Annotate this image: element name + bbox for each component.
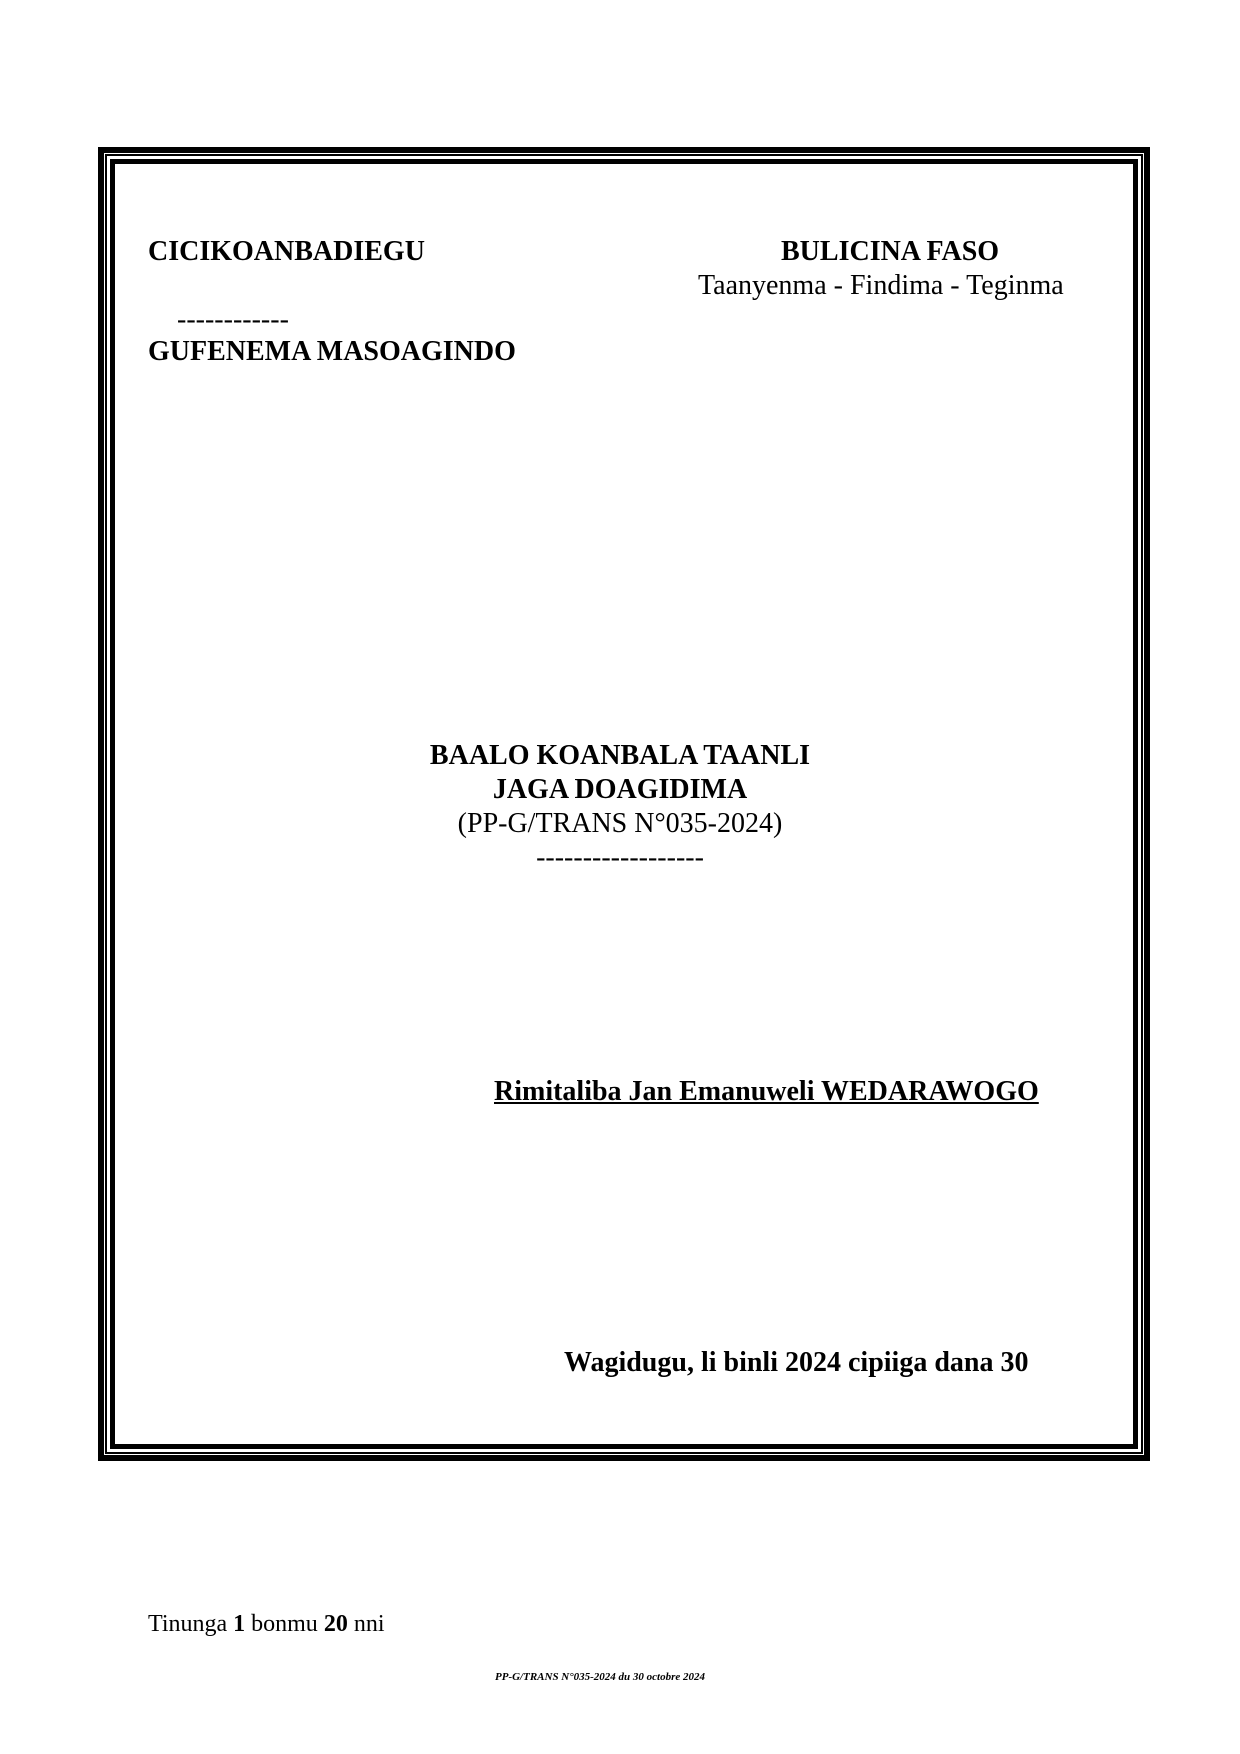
document-title-line-1: BAALO KOANBALA TAANLI [429, 740, 811, 771]
national-motto: Taanyenma - Findima - Teginma [698, 270, 1064, 301]
document-title-line-2: JAGA DOAGIDIMA [492, 774, 748, 805]
page-number-current: 1 [233, 1611, 246, 1637]
page-number-total: 20 [323, 1611, 348, 1637]
page-number [148, 1612, 384, 1636]
authority-name: GUFENEMA MASOAGINDO [148, 336, 516, 367]
place-and-date: Wagidugu, li binli 2024 cipiiga dana 30 [564, 1347, 1029, 1378]
page-number-prefix: Tinunga [148, 1611, 234, 1637]
page-number-suffix: nni [347, 1611, 385, 1637]
document-reference: (PP-G/TRANS N°035-2024) [457, 808, 783, 839]
institution-name: CICIKOANBADIEGU [148, 236, 425, 267]
page-number-middle: bonmu [245, 1611, 324, 1637]
country-name: BULICINA FASO [781, 236, 1000, 267]
title-separator: ------------------ [536, 842, 704, 873]
footer-reference: PP-G/TRANS N°035-2024 du 30 octobre 2024 [495, 1671, 706, 1683]
header-separator: ------------ [177, 304, 289, 335]
signatory-name: Rimitaliba Jan Emanuweli WEDARAWOGO [494, 1076, 1039, 1107]
